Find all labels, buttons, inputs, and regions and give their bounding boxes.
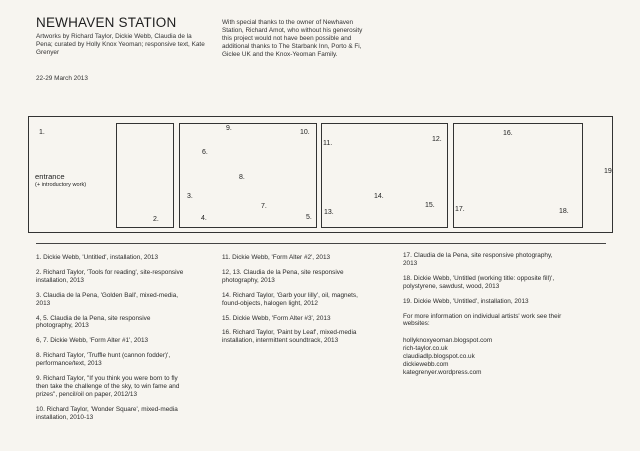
floor-plan [28, 116, 613, 234]
page-title: NEWHAVEN STATION [36, 15, 177, 30]
plan-number-19: 19. [604, 168, 614, 175]
plan-number-7: 7. [261, 203, 267, 210]
plan-number-8: 8. [239, 174, 245, 181]
plan-number-15: 15. [425, 202, 435, 209]
room-3-10 [179, 123, 317, 228]
legend-entry: 16. Richard Taylor, 'Paint by Leaf', mixed-media installation, intermittent soundtrack, 2013 [222, 329, 357, 345]
plan-number-3: 3. [187, 193, 193, 200]
plan-bottom-wall [28, 232, 613, 233]
plan-number-6: 6. [202, 149, 208, 156]
legend-entry: 10. Richard Taylor, 'Wonder Square', mixed-media installation, 2010-13 [36, 405, 178, 421]
plan-number-16: 16. [503, 130, 513, 137]
legend-entry: 9. Richard Taylor, "If you think you were born to fly then take the challenge of the sky, to win fame and prizes", pencil/oil on paper, 2012/13 [36, 375, 180, 398]
room-2 [116, 123, 174, 228]
plan-number-17: 17. [455, 206, 465, 213]
legend-entry: 15. Dickie Webb, 'Form Alter #3', 2013 [222, 314, 331, 322]
legend-entry: 11. Dickie Webb, 'Form Alter #2', 2013 [222, 254, 331, 261]
legend-entry: 12, 13. Claudia de la Pena, site responsive photography, 2013 [222, 268, 344, 284]
legend-entry: 18. Dickie Webb, 'Untitled (working title: opposite fill)', polystyrene, sawdust, wood, 2013 [403, 274, 555, 290]
room-11-15 [321, 123, 448, 228]
artist-link: claudiadlp.blogspot.co.uk [403, 353, 475, 361]
plan-number-18: 18. [559, 208, 569, 215]
legend-entry: 14. Richard Taylor, 'Garb your lilly', oil, magnets, found-objects, halogen light, 2012 [222, 291, 358, 307]
thanks-text: With special thanks to the owner of Newhaven Station, Richard Amot, who without his generosity this project would not have been possible and additional thanks to The Starbank Inn, Porto & Fi, Giclee UK and the Knox-Yeoman Family. [222, 19, 363, 58]
plan-number-10: 10. [300, 129, 310, 136]
artist-links [403, 337, 563, 377]
plan-number-5: 5. [306, 214, 312, 221]
legend-entry: 4, 5. Claudia de la Pena, site responsive photography, 2013 [36, 314, 151, 330]
artist-link: rich-taylor.co.uk [403, 345, 448, 353]
plan-number-2: 2. [153, 216, 159, 223]
legend-column-2 [222, 254, 372, 352]
section-divider [36, 243, 606, 244]
legend-entry: 1. Dickie Webb, 'Untitled', installation, 2013 [36, 254, 159, 261]
plan-number-9: 9. [226, 125, 232, 132]
plan-left-wall [28, 116, 29, 233]
artist-link: kategrenyer.wordpress.com [403, 369, 482, 377]
artist-link: dickiewebb.com [403, 361, 449, 369]
legend-entry: 3. Claudia de la Pena, 'Golden Ball', mixed-media, 2013 [36, 291, 179, 307]
entrance-sublabel: (+ introductory work) [35, 182, 87, 188]
plan-number-14: 14. [374, 193, 384, 200]
plan-number-11: 11. [323, 140, 333, 147]
plan-number-1: 1. [39, 129, 45, 136]
legend-column-1 [36, 254, 186, 429]
legend-entry: 8. Richard Taylor, 'Truffle hunt (cannon fodder)', performance/text, 2013 [36, 352, 171, 368]
plan-number-12: 12. [432, 136, 442, 143]
legend-entry: 2. Richard Taylor, 'Tools for reading', site-responsive installation, 2013 [36, 268, 184, 284]
legend-column-3 [403, 252, 563, 377]
legend-entry: 6, 7. Dickie Webb, 'Form Alter #1', 2013 [36, 337, 149, 345]
plan-top-wall [28, 116, 613, 117]
legend-entry: 19. Dickie Webb, 'Untitled', installation, 2013 [403, 297, 529, 305]
exhibition-dates: 22-29 March 2013 [36, 75, 88, 82]
entrance-label: entrance [35, 172, 65, 181]
artist-link: hollyknoxyeoman.blogspot.com [403, 337, 493, 345]
legend-entry: 17. Claudia de la Pena, site responsive photography, 2013 [403, 252, 553, 267]
credits-text: Artworks by Richard Taylor, Dickie Webb, Claudia de la Pena; curated by Holly Knox Yeoman; responsive text, Kate Grenyer [36, 33, 205, 56]
plan-number-13: 13. [324, 209, 334, 216]
info-heading: For more information on individual artists' work see their websites: [403, 312, 562, 328]
plan-number-4: 4. [201, 215, 207, 222]
